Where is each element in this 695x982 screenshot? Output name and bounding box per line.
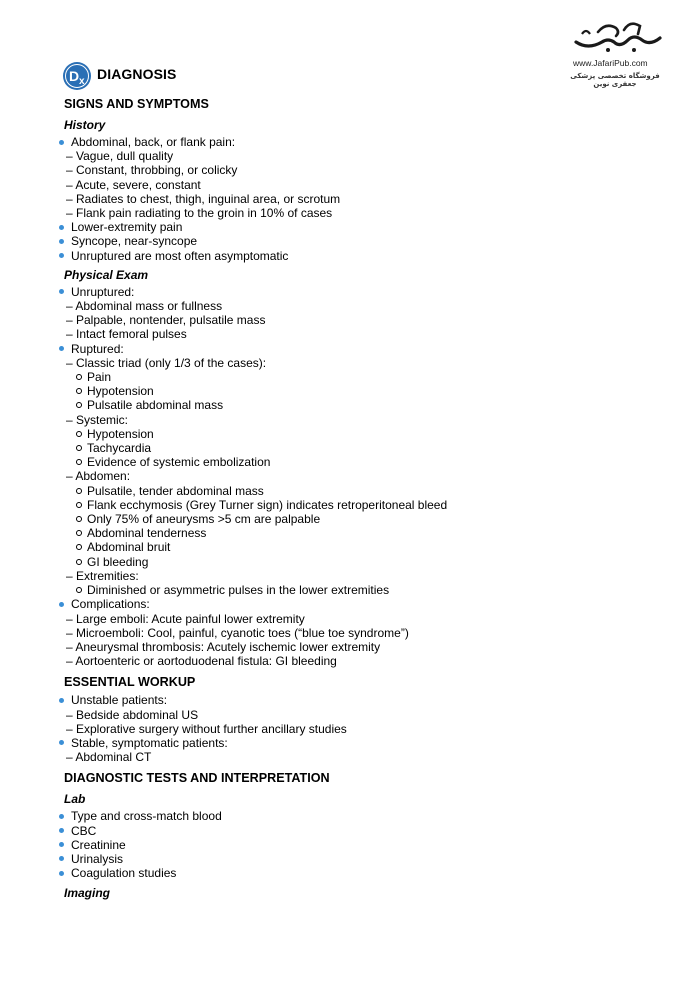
section-title: DIAGNOSIS: [97, 66, 177, 82]
circle-bullet-icon: [76, 431, 82, 437]
svg-text:x: x: [79, 76, 85, 87]
list-item: Complications:: [64, 597, 664, 611]
list-item: – Abdominal mass or fullness: [66, 299, 223, 314]
circle-bullet-icon: [76, 544, 82, 550]
circle-bullet-icon: [76, 459, 82, 465]
list-item: Lower-extremity pain: [64, 220, 664, 234]
list-item: Unruptured are most often asymptomatic: [64, 249, 664, 263]
list-item-text: Hypotension: [87, 426, 154, 441]
document-body: [64, 96, 664, 901]
publisher-logo-mark: [568, 20, 668, 56]
list-item: Coagulation studies: [64, 866, 664, 880]
list-item: Unruptured:: [64, 285, 664, 299]
list-item: [64, 583, 664, 597]
list-item: – Acute, severe, constant: [66, 177, 201, 192]
circle-bullet-icon: [76, 502, 82, 508]
subheading-imaging: Imaging: [64, 886, 111, 901]
dx-icon: [62, 61, 92, 91]
list-item-text: Diminished or asymmetric pulses in the lower extremities: [87, 583, 390, 598]
circle-bullet-icon: [76, 587, 82, 593]
list-item: – Aortoenteric or aortoduodenal fistula: GI bleeding: [66, 654, 337, 669]
circle-bullet-icon: [76, 530, 82, 536]
list-item: Urinalysis: [64, 852, 664, 866]
svg-text:D: D: [69, 68, 80, 84]
list-item: – Aneurysmal thrombosis: Acutely ischemic lower extremity: [66, 639, 381, 654]
list-item: [64, 555, 664, 569]
circle-bullet-icon: [76, 402, 82, 408]
circle-bullet-icon: [76, 559, 82, 565]
list-item: – Constant, throbbing, or colicky: [66, 163, 238, 178]
list-item: – Flank pain radiating to the groin in 10% of cases: [66, 206, 333, 221]
list-item-text: Hypotension: [87, 384, 154, 399]
circle-bullet-icon: [76, 488, 82, 494]
list-item: [64, 398, 664, 412]
list-item: CBC: [64, 824, 664, 838]
subheading-history: History: [64, 118, 106, 132]
list-item: [64, 498, 664, 512]
list-item-text: Pain: [87, 370, 112, 385]
list-item-text: Only 75% of aneurysms >5 cm are palpable: [87, 512, 321, 527]
list-item: Ruptured:: [64, 342, 664, 356]
list-item: – Intact femoral pulses: [66, 327, 187, 342]
list-item: [64, 427, 664, 441]
heading-essential-workup: ESSENTIAL WORKUP: [64, 675, 196, 690]
list-item: [64, 441, 664, 455]
list-item-text: Evidence of systemic embolization: [87, 455, 271, 470]
circle-bullet-icon: [76, 388, 82, 394]
publisher-logo: [560, 20, 670, 90]
list-item: [64, 512, 664, 526]
list-item: [64, 455, 664, 469]
list-item: – Vague, dull quality: [66, 149, 174, 164]
list-item-text: Abdominal bruit: [87, 540, 171, 555]
subheading-lab: Lab: [64, 792, 86, 807]
list-item: Type and cross-match blood: [64, 809, 664, 823]
list-item: [64, 526, 664, 540]
list-item: [64, 484, 664, 498]
list-item-text: Tachycardia: [87, 441, 152, 456]
list-item: [64, 540, 664, 554]
list-item: – Extremities:: [66, 568, 139, 583]
list-item: [64, 384, 664, 398]
list-item: – Abdominal CT: [66, 750, 152, 765]
list-item: [64, 370, 664, 384]
list-item: Stable, symptomatic patients:: [64, 736, 664, 750]
list-item: – Classic triad (only 1/3 of the cases):: [66, 355, 267, 370]
list-item-text: Pulsatile, tender abdominal mass: [87, 483, 264, 498]
list-item: Unstable patients:: [64, 693, 664, 707]
publisher-url: www.JafariPub.com: [573, 58, 648, 68]
list-item: Creatinine: [64, 838, 664, 852]
list-item-text: Pulsatile abdominal mass: [87, 398, 224, 413]
list-item: – Systemic:: [66, 412, 129, 427]
list-item: – Abdomen:: [66, 469, 131, 484]
circle-bullet-icon: [76, 374, 82, 380]
subheading-physical-exam: Physical Exam: [64, 267, 149, 282]
heading-diagnostic-tests: DIAGNOSTIC TESTS AND INTERPRETATION: [64, 771, 330, 786]
list-item: – Bedside abdominal US: [66, 707, 199, 722]
publisher-tagline: فروشگاه تخصصی پزشکی جعفری نوین: [570, 72, 660, 88]
circle-bullet-icon: [76, 516, 82, 522]
list-item-text: Flank ecchymosis (Grey Turner sign) indicates retroperitoneal bleed: [87, 497, 448, 512]
list-item: Abdominal, back, or flank pain:: [64, 135, 664, 149]
list-item: – Large emboli: Acute painful lower extremity: [66, 611, 305, 626]
list-item: – Palpable, nontender, pulsatile mass: [66, 313, 266, 328]
list-item: – Microemboli: Cool, painful, cyanotic toes (“blue toe syndrome”): [66, 625, 409, 640]
circle-bullet-icon: [76, 445, 82, 451]
heading-signs-symptoms: SIGNS AND SYMPTOMS: [64, 97, 209, 111]
list-item: – Radiates to chest, thigh, inguinal area, or scrotum: [66, 191, 341, 206]
list-item: Syncope, near-syncope: [64, 234, 664, 248]
list-item: – Explorative surgery without further ancillary studies: [66, 721, 347, 736]
list-item-text: GI bleeding: [87, 554, 149, 569]
list-item-text: Abdominal tenderness: [87, 526, 207, 541]
